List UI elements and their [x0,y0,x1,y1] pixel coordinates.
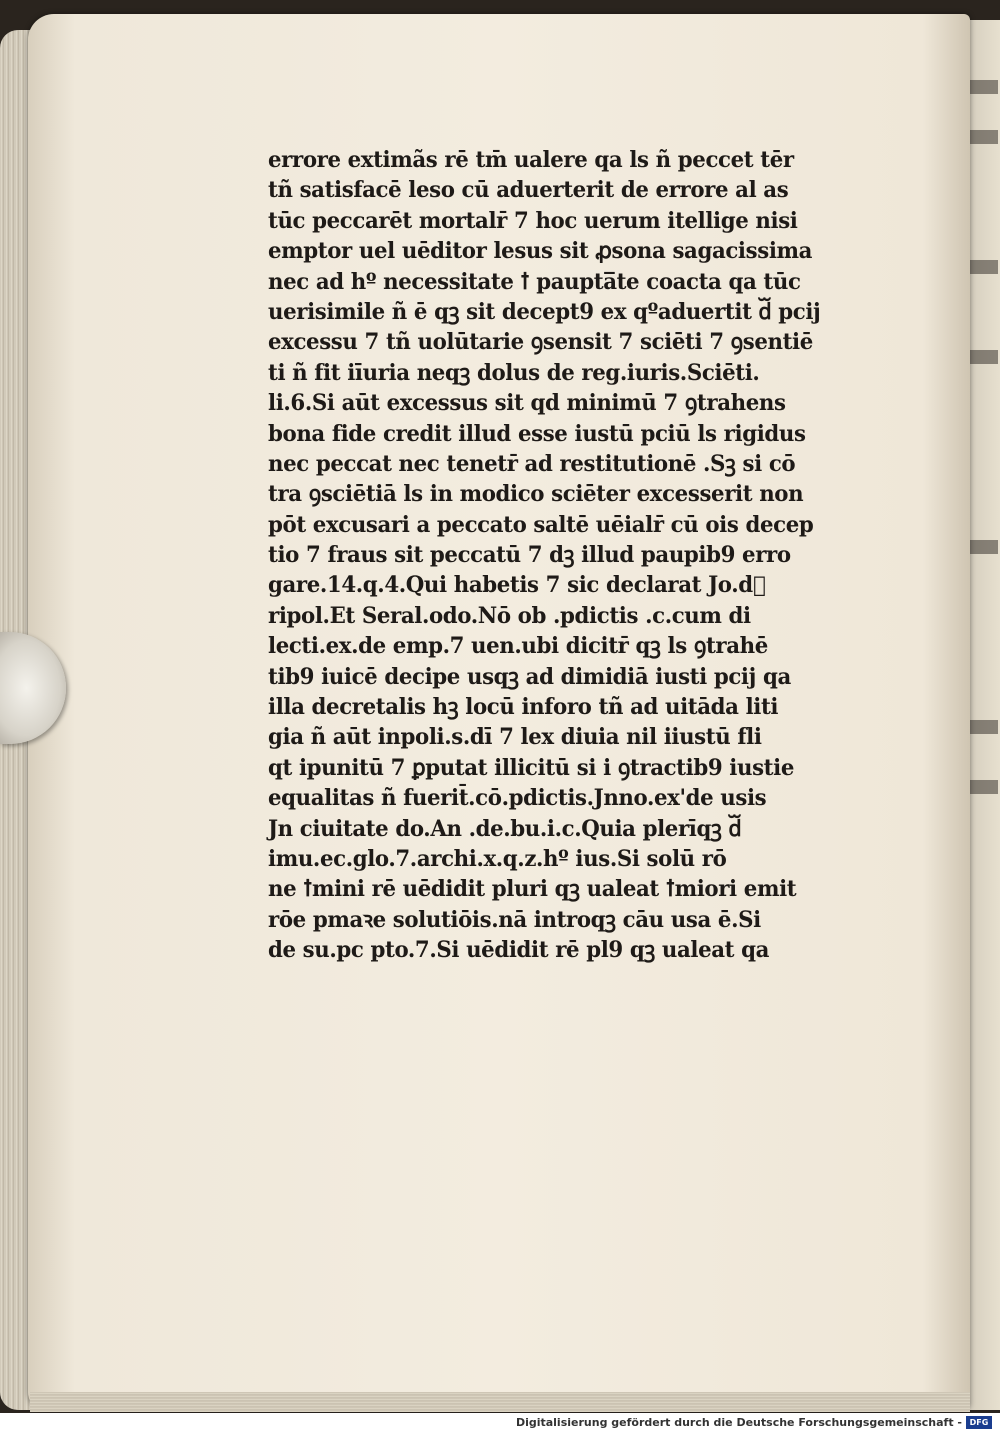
text-line: qt ipunitū 7 ꝑputat illicitū si i ꝯtractib9 iustie [268,754,794,781]
page-text-block [268,145,888,966]
text-line: ne ꝉmini rē uēdidit pluri qꝫ ualeat ꝉmiori emit [268,876,797,903]
text-line: equalitas ñ fuerit̄.cō.pdictis.Jnno.ex'de usis [268,785,767,812]
text-line: rōe pmaꝛe solutiōis.nā introqꝫ cāu usa ē.Si [268,906,761,933]
funding-credit: Digitalisierung gefördert durch die Deutsche Forschungsgemeinschaft - [515,1416,962,1429]
text-line: excessu 7 tñ uolūtarie ꝯsensit 7 sciēti 7 ꝯsentiē [268,329,813,356]
text-line: uerisimile ñ ē qꝫ sit decept9 ex qºaduertit dᷓ pcij [268,298,821,325]
text-line: errore extimãs rē tm̄ ualere qa ls ñ peccet tēr [268,147,794,173]
text-line: imu.ec.glo.7.archi.x.q.z.hº ius.Si solū rō [268,845,727,872]
text-line: illa decretalis hꝫ locū inforo tñ ad uitāda liti [268,694,779,721]
text-line: bona fide credit illud esse iustū pciū ls rigidus [268,420,806,447]
text-line: tñ satisfacē leso cū aduerterit de errore al as [268,177,789,204]
text-line: emptor uel uēditor lesus sit ꝓsona sagacissima [268,238,813,265]
text-line: de su.pc pto.7.Si uēdidit rē pl9 qꝫ ualeat qa [268,937,770,964]
text-line: tra ꝯsciētiā ls in modico sciēter excesserit non [268,481,804,508]
text-line: pōt excusari a peccato saltē uēialr̄ cū ois decep [268,511,814,538]
text-line: nec peccat nec tenetr̄ ad restitutionē .Sꝫ si cō [268,450,796,477]
dfg-logo: DFG [966,1416,992,1429]
text-line: ti ñ fit iīuria neqꝫ dolus de reg.iuris.Sciēti. [268,359,760,386]
text-line: lecti.ex.de emp.7 uen.ubi dicitr̄ qꝫ ls ꝯtrahē [268,633,768,660]
text-line: ripol.Et Seral.odo.Nō ob .pdictis .c.cum di [268,602,751,629]
bottom-page-edges [30,1392,970,1412]
text-line: li.6.Si aūt excessus sit qd minimū 7 ꝯtrahens [268,390,786,417]
text-line: gia ñ aūt inpoli.s.dī 7 lex diuia nil iiustū fli [268,724,762,751]
text-line: tib9 iuicē decipe usqꝫ ad dimidiā iusti pcij qa [268,663,791,690]
text-line: gare.14.q.4.Qui habetis 7 sic declarat Jo.dᷓ [268,572,766,599]
footer-bar [0,1413,1000,1433]
text-line: nec ad hº necessitate ꝉ paupta̅te coacta qa tūc [268,268,801,295]
text-line: tio 7 fraus sit peccatū 7 dꝫ illud paupib9 erro [268,542,791,569]
text-line: tūc peccarēt mortalr̄ 7 hoc uerum itellige nisi [268,207,798,234]
text-line: Jn ciuitate do.An .de.bu.i.c.Quia plerīqꝫ dᷓ [268,815,742,842]
